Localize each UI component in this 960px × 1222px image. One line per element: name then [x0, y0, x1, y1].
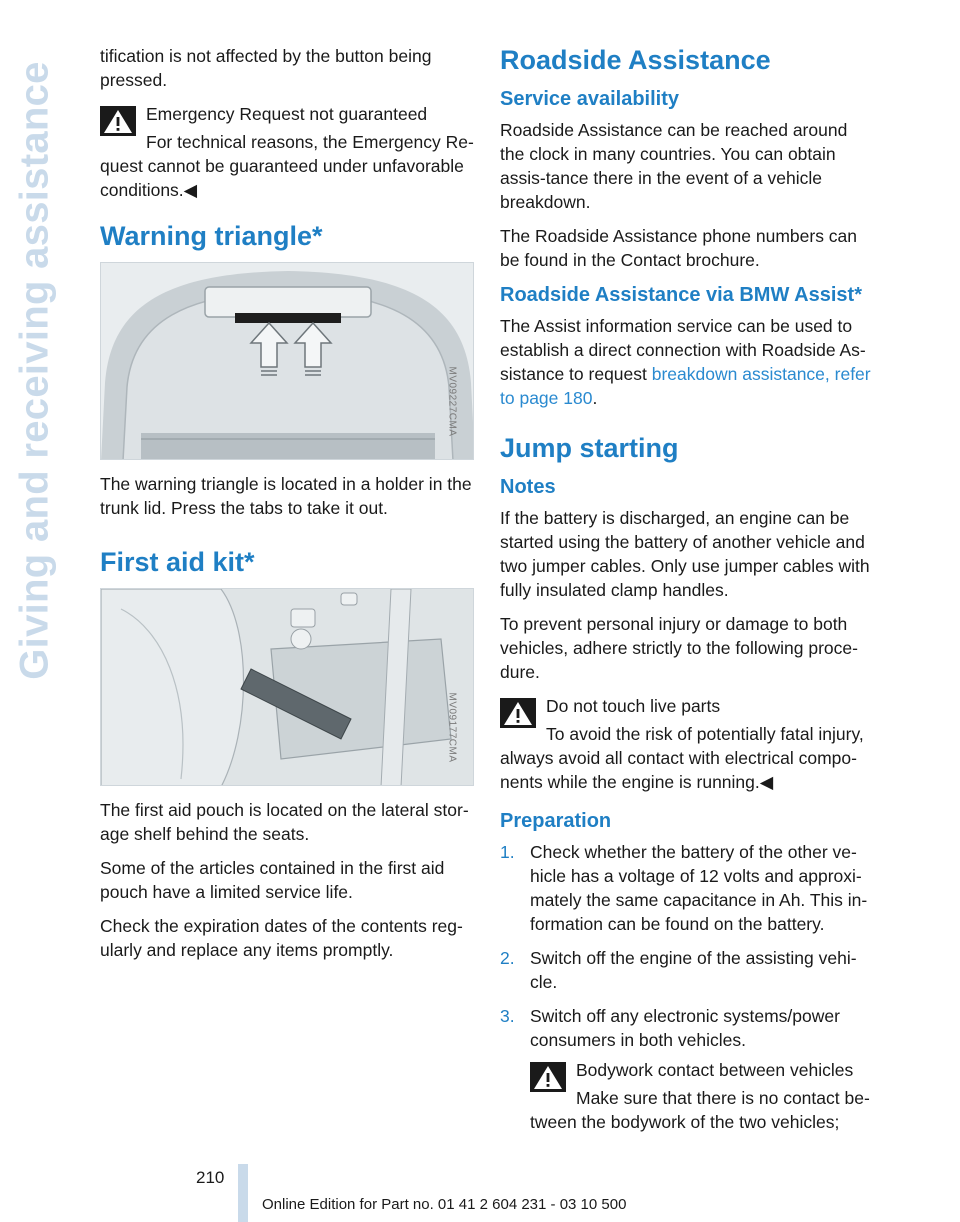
warning-text-a: Make sure that there is no contact be-: [576, 1088, 870, 1108]
warning-live-parts: [500, 694, 876, 794]
warning-title: Do not touch live parts: [546, 696, 721, 716]
chapter-title-text: Giving and receiving assistance: [12, 60, 57, 680]
warning-title: Bodywork contact between vehicles: [576, 1060, 854, 1080]
warning-text-b: tween the bodywork of the two vehicles;: [530, 1112, 840, 1132]
first-aid-p2: Some of the articles contained in the first aid pouch have a limited service life.: [100, 858, 445, 902]
list-item: [500, 840, 876, 936]
edition-footer: Online Edition for Part no. 01 41 2 604 231 - 03 10 500: [262, 1196, 627, 1213]
breakdown-assistance-link[interactable]: breakdown assistance, refer to page 180: [500, 364, 871, 408]
chapter-side-title: [8, 40, 62, 700]
notes-p2: To prevent personal injury or damage to both vehicles, adhere strictly to the following proce-dure.: [500, 614, 858, 682]
storage-shelf-illustration: [101, 589, 474, 786]
page-number: 210: [196, 1168, 225, 1187]
heading-service-availability: Service availability: [500, 88, 680, 110]
first-aid-p3: Check the expiration dates of the contents reg-ularly and replace any items promptly.: [100, 916, 463, 960]
heading-roadside-assistance: Roadside Assistance: [500, 45, 771, 75]
warning-emergency-request: [100, 102, 474, 202]
heading-jump-starting: Jump starting: [500, 433, 679, 463]
step-number: 2.: [500, 948, 515, 968]
trunk-lid-illustration: [101, 263, 474, 460]
left-column: [100, 44, 474, 972]
warning-text-b: quest cannot be guaranteed under unfavorable conditions.◀: [100, 156, 464, 200]
figure-code: MV09227CMA: [446, 366, 458, 437]
warning-title: Emergency Request not guaranteed: [146, 104, 428, 124]
warning-icon: [500, 698, 536, 728]
intro-paragraph: tification is not affected by the button being pressed.: [100, 46, 432, 90]
step-text: Check whether the battery of the other ve-hicle has a voltage of 12 volts and approxi-mately the same capacitance in Ah. This in-formation can be found on the battery.: [530, 842, 868, 934]
heading-warning-triangle: Warning triangle*: [100, 221, 323, 251]
step-number: 1.: [500, 842, 515, 862]
warning-icon: [530, 1062, 566, 1092]
figure-code: MV09177CMA: [446, 692, 458, 763]
warning-text-a: For technical reasons, the Emergency Re-: [146, 132, 474, 152]
warning-icon: [100, 106, 136, 136]
warning-bodywork-contact: [530, 1058, 876, 1134]
warning-text-b: always avoid all contact with electrical compo-nents while the engine is running.◀: [500, 748, 857, 792]
step-number: 3.: [500, 1006, 515, 1026]
heading-first-aid-kit: First aid kit*: [100, 547, 255, 577]
roadside-p2: The Roadside Assistance phone numbers can be found in the Contact brochure.: [500, 226, 858, 270]
heading-notes: Notes: [500, 476, 556, 498]
step-text: Switch off any electronic systems/power consumers in both vehicles.: [530, 1006, 840, 1050]
right-column: [500, 44, 876, 1144]
warning-triangle-text: The warning triangle is located in a holder in the trunk lid. Press the tabs to take it out.: [100, 474, 472, 518]
list-item: [500, 946, 876, 994]
heading-preparation: Preparation: [500, 810, 612, 832]
footer-bar: [238, 1164, 248, 1222]
list-item: [500, 1004, 876, 1134]
first-aid-figure: [100, 588, 474, 786]
preparation-steps: [500, 840, 876, 1134]
notes-p1: If the battery is discharged, an engine can be started using the battery of another vehicle and two jumper cables. Only use jumper cables with fully insulated clamp handles.: [500, 508, 870, 600]
roadside-p3: The Assist information service can be used to establish a direct connection with Roadside As-sistance to request breakdown assistance, refer to page 180.: [500, 316, 871, 408]
warning-triangle-figure: [100, 262, 474, 460]
step-text: Switch off the engine of the assisting vehi-cle.: [530, 948, 857, 992]
heading-roadside-bmw-assist: Roadside Assistance via BMW Assist*: [500, 284, 862, 306]
first-aid-p1: The first aid pouch is located on the lateral stor-age shelf behind the seats.: [100, 800, 469, 844]
roadside-p1: Roadside Assistance can be reached around the clock in many countries. You can obtain assis-tance there in the event of a vehicle breakdown.: [500, 120, 848, 212]
warning-text-a: To avoid the risk of potentially fatal injury,: [546, 724, 864, 744]
